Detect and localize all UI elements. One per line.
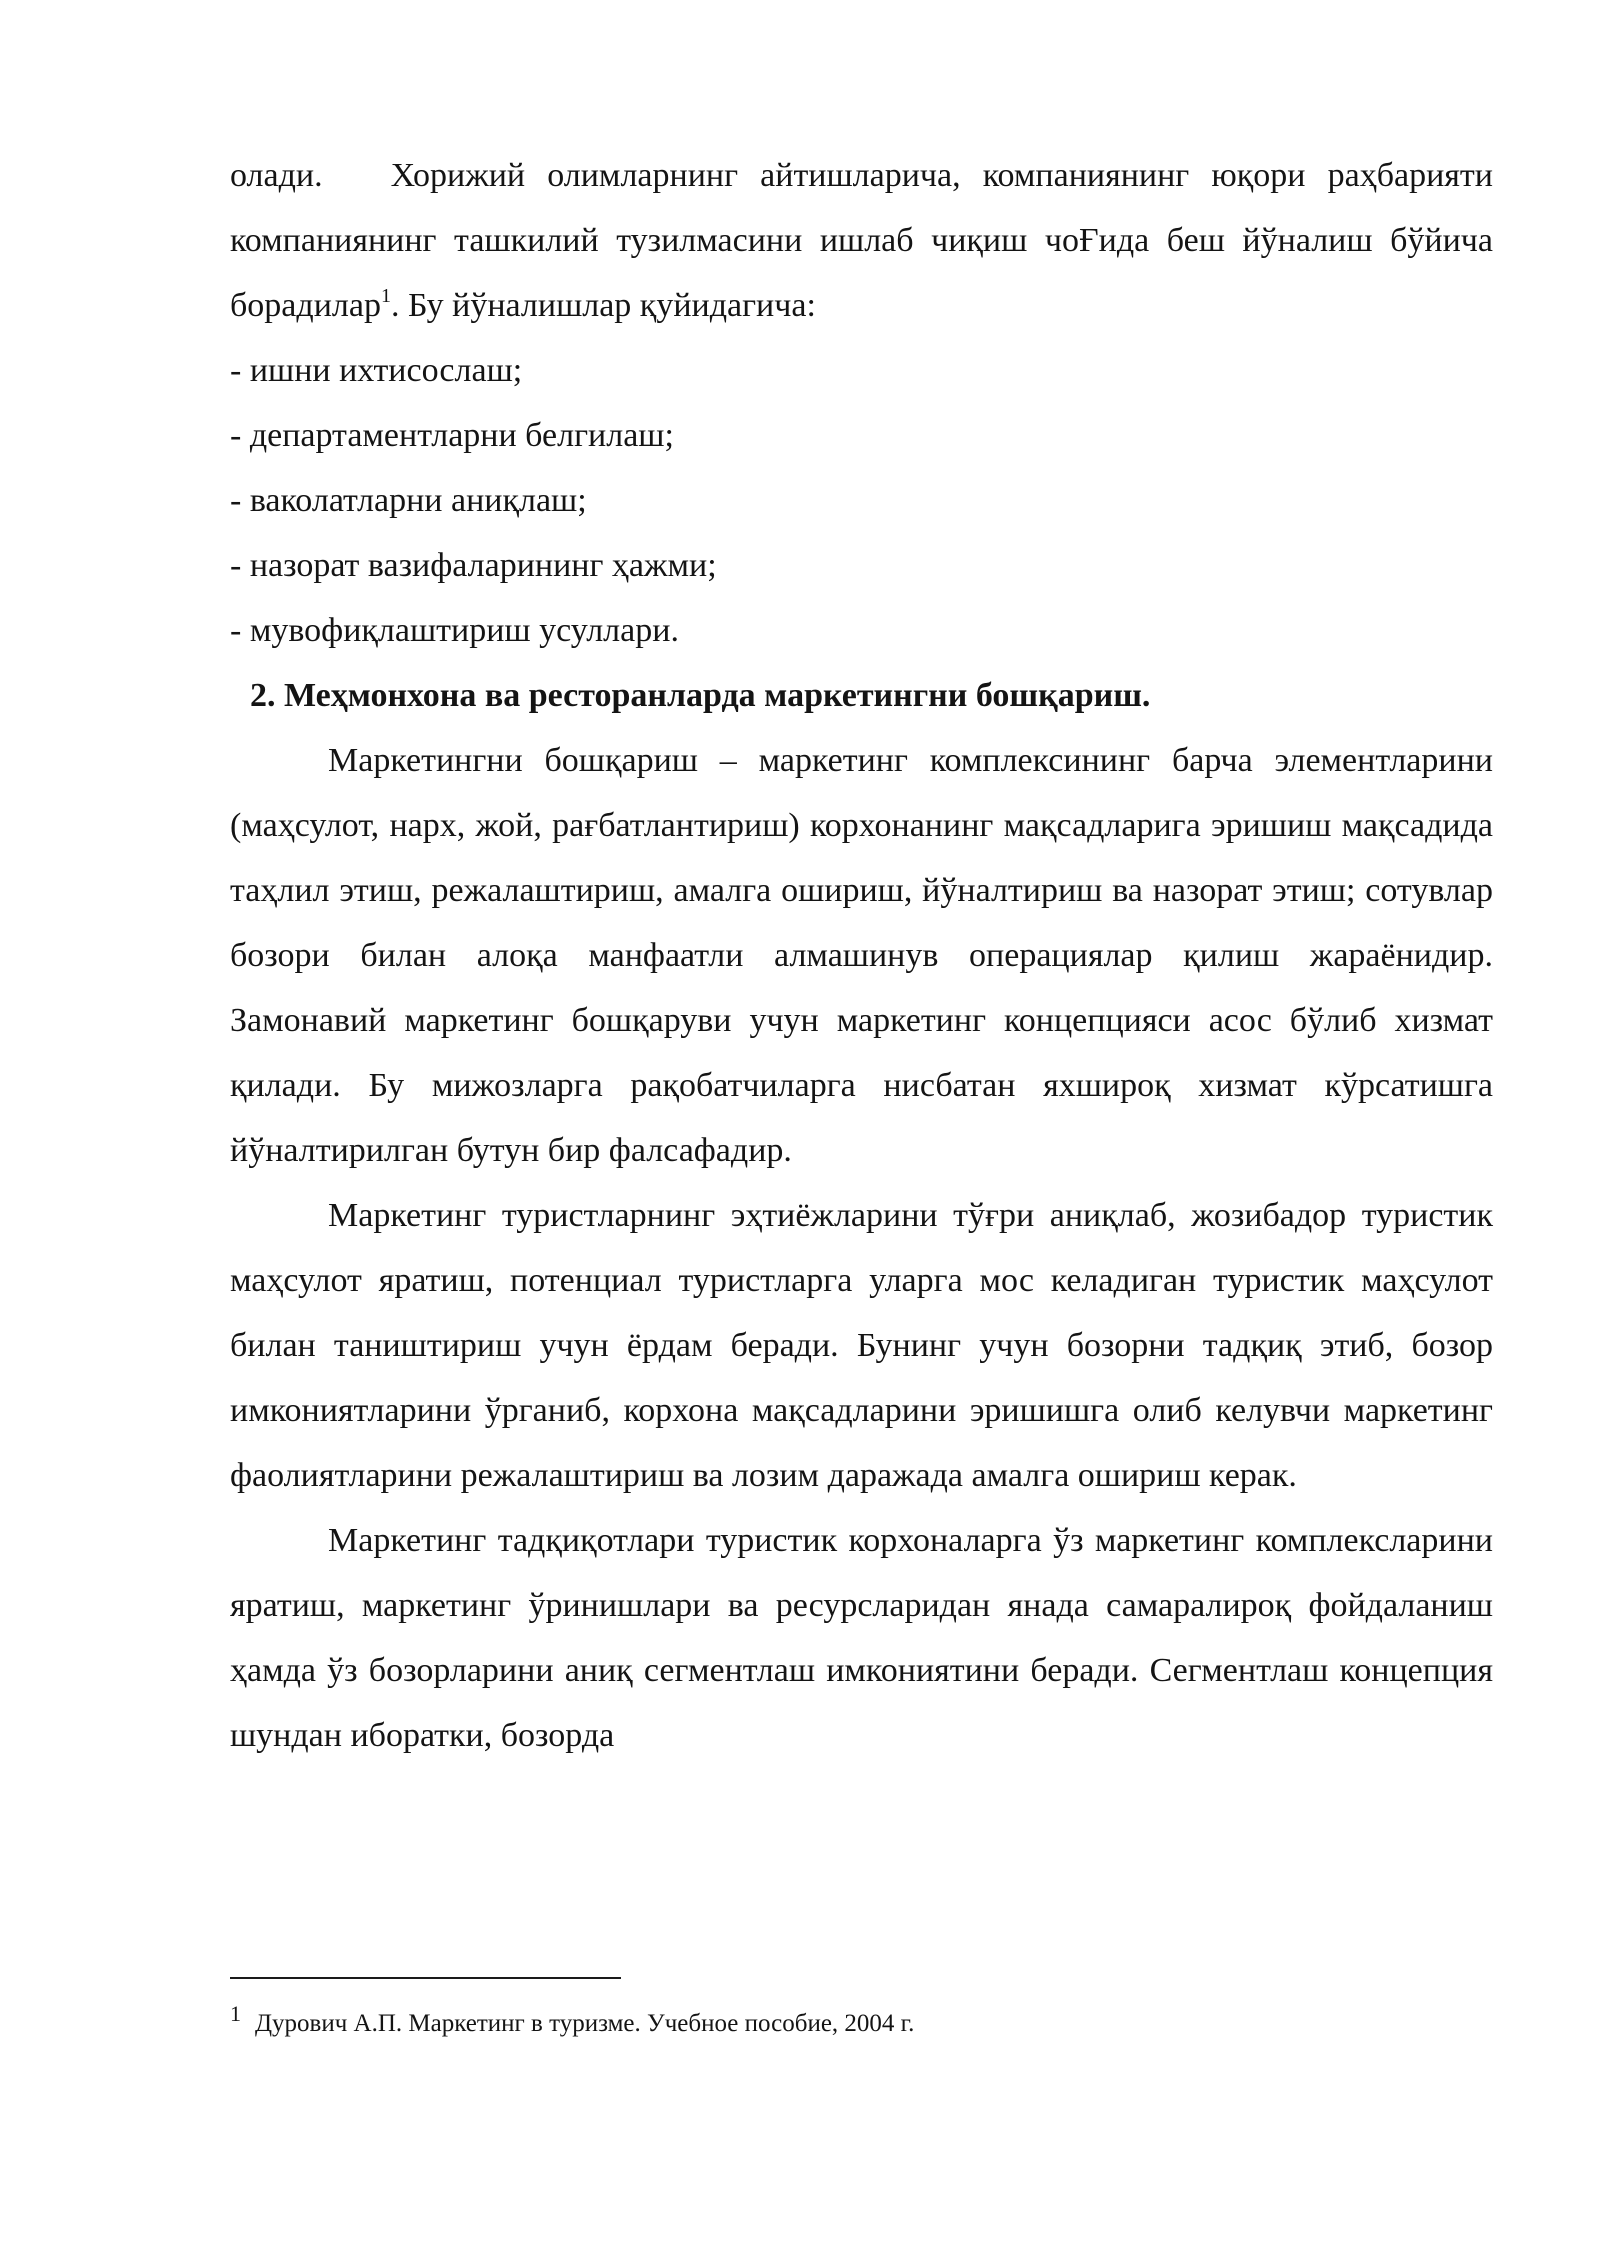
footnote xyxy=(230,1998,1493,2040)
footnote-mark: 1 xyxy=(230,2001,241,2026)
list-item: - департаментларни белгилаш; xyxy=(230,417,674,454)
footnote-text: Дурович А.П. Маркетинг в туризме. Учебное пособие, 2004 г. xyxy=(255,2010,915,2037)
paragraph-marketing-research: Маркетинг тадқиқотлари туристик корхоналарга ўз маркетинг комплексларини яратиш, маркетинг ўринишлари ва ресурсларидан янада самаралироқ фойдаланиш ҳамда ўз бозорларини аниқ сегментлаш имкониятини беради. Сегментлаш концепция шундан иборатки, бозорда xyxy=(230,1522,1493,1754)
paragraph-tourist-needs: Маркетинг туристларнинг эҳтиёжларини тўғри аниқлаб, жозибадор туристик маҳсулот яратиш, потенциал туристларга уларга мос келадиган туристик маҳсулот билан таништириш учун ёрдам беради. Бунинг учун бозорни тадқиқ этиб, бозор имкониятларини ўрганиб, корхона мақсадларини эришишга олиб келувчи маркетинг фаолиятларини режалаштириш ва лозим даражада амалга ошириш керак. xyxy=(230,1197,1493,1494)
list-item: - ваколатларни аниқлаш; xyxy=(230,482,587,519)
list-item: - ишни ихтисослаш; xyxy=(230,352,523,389)
paragraph-intro-text: олади. Хорижий олимларнинг айтишларича, компаниянинг юқори раҳбарияти компаниянинг ташкилий тузилмасини ишлаб чиқиш чоҒида беш йўналиш бўйича борадилар xyxy=(230,157,1493,324)
footnote-reference[interactable]: 1 xyxy=(380,285,391,307)
paragraph-intro xyxy=(230,143,1493,338)
footnote-separator xyxy=(230,1977,621,1979)
paragraph-marketing-management: Маркетингни бошқариш – маркетинг комплексининг барча элементларини (маҳсулот, нарх, жой, рағбатлантириш) корхонанинг мақсадларига эришиш мақсадида таҳлил этиш, режалаштириш, амалга ошириш, йўналтириш ва назорат этиш; сотувлар бозори билан алоқа манфаатли алмашинув операциялар қилиш жараёнидир. Замонавий маркетинг бошқаруви учун маркетинг концепцияси асос бўлиб хизмат қилади. Бу мижозларга рақобатчиларга нисбатан яхшироқ хизмат кўрсатишга йўналтирилган бутун бир фалсафадир. xyxy=(230,742,1493,1169)
list-item: - мувофиқлаштириш усуллари. xyxy=(230,612,679,649)
section-heading: 2. Меҳмонхона ва ресторанларда маркетингни бошқариш. xyxy=(250,677,1151,714)
paragraph-intro-tail: . Бу йўналишлар қуйидагича: xyxy=(390,287,816,324)
page-body xyxy=(230,143,1493,1768)
list-item: - назорат вазифаларининг ҳажми; xyxy=(230,547,717,584)
